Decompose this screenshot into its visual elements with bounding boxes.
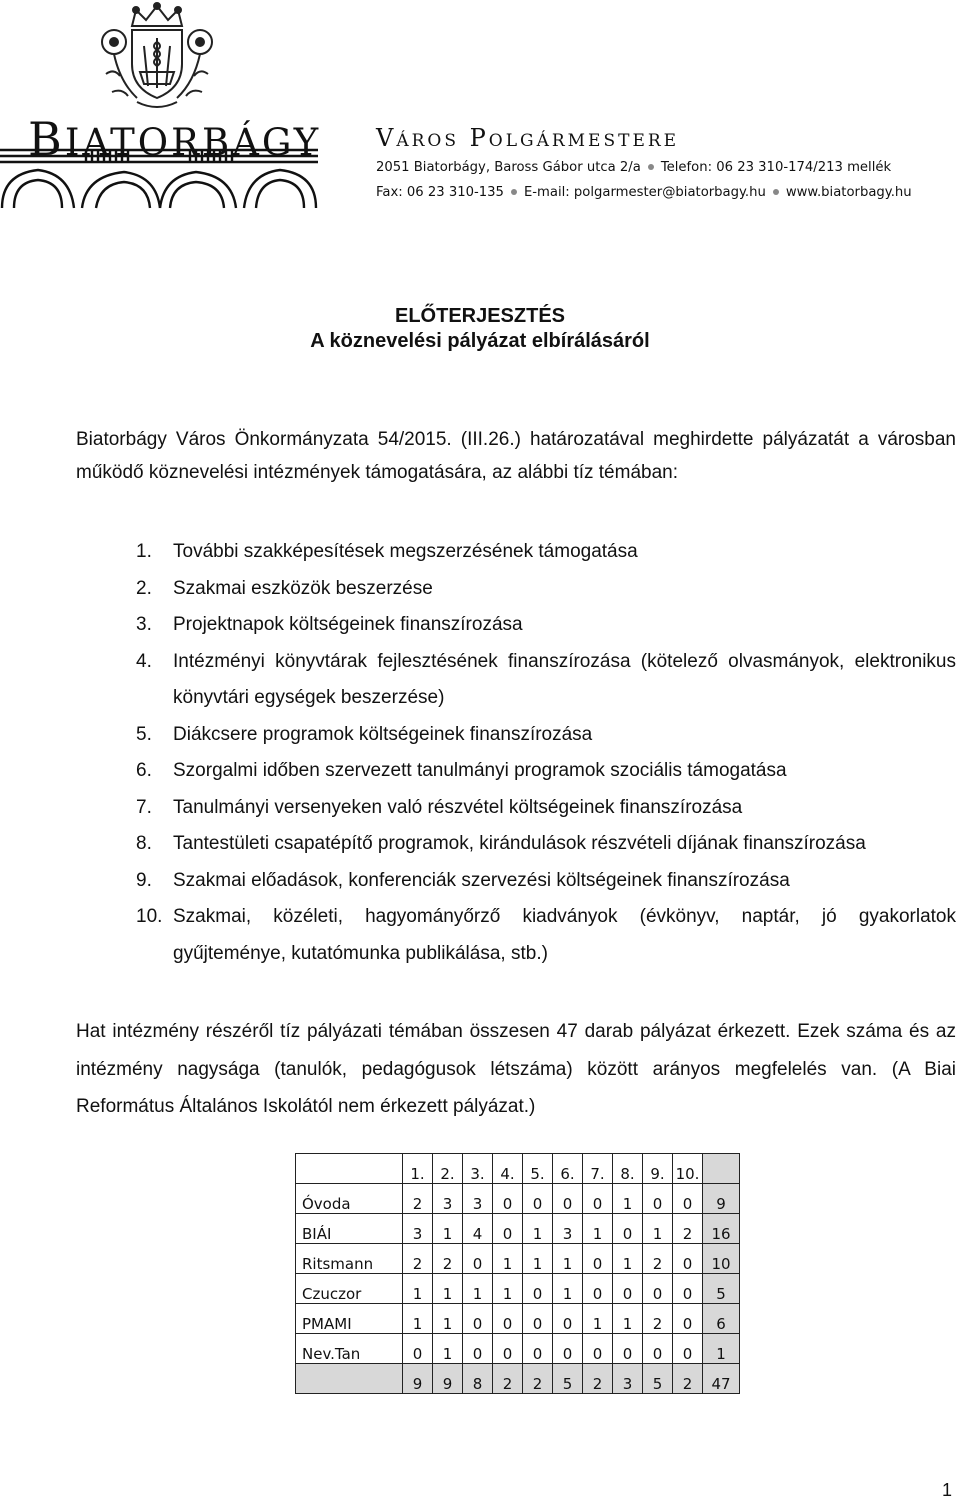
table-cell: 0 — [583, 1274, 613, 1304]
table-cell: 0 — [553, 1334, 583, 1364]
list-item — [136, 899, 956, 972]
table-cell: 0 — [643, 1334, 673, 1364]
list-item-number: 8. — [136, 833, 152, 854]
column-header: 10. — [673, 1154, 703, 1184]
table-row — [296, 1304, 740, 1334]
list-item-number: 7. — [136, 796, 152, 818]
table-cell: 1 — [613, 1184, 643, 1214]
list-item-number: 1. — [136, 541, 152, 562]
table-cell: 0 — [493, 1214, 523, 1244]
table-cell: 1 — [553, 1274, 583, 1304]
column-header: 7. — [583, 1154, 613, 1184]
table-cell: 0 — [583, 1184, 613, 1214]
column-total: 3 — [613, 1364, 643, 1394]
applications-table — [295, 1153, 740, 1394]
table-cell: 2 — [403, 1184, 433, 1214]
column-total: 8 — [463, 1364, 493, 1394]
list-item — [136, 826, 956, 863]
table-cell: 0 — [463, 1334, 493, 1364]
row-total: 1 — [703, 1334, 740, 1364]
table-cell: 0 — [673, 1334, 703, 1364]
list-item — [136, 607, 956, 644]
phone: Telefon: 06 23 310-174/213 mellék — [660, 160, 892, 175]
coat-of-arms-logo — [92, 2, 222, 114]
summary-paragraph: Hat intézmény részéről tíz pályázati témában összesen 47 darab pályázat érkezett. Ezek száma és az intézmény nagysága (tanulók, pedagógusok létszáma) között arányos megfelelés van. (A Biai Református Általános Iskolától nem érkezett pályázat.) — [76, 1021, 956, 1117]
grand-total: 47 — [703, 1364, 740, 1394]
table-cell: 1 — [523, 1244, 553, 1274]
table-cell: 1 — [463, 1274, 493, 1304]
table-corner-cell — [296, 1154, 403, 1184]
document-subtitle: A köznevelési pályázat elbírálásáról — [310, 330, 650, 352]
table-cell: 1 — [493, 1244, 523, 1274]
table-cell: 1 — [583, 1304, 613, 1334]
table-cell: 3 — [403, 1214, 433, 1244]
page-number: 1 — [942, 1480, 953, 1500]
list-item-number: 9. — [136, 869, 152, 891]
table-cell: 1 — [613, 1244, 643, 1274]
table-cell: 0 — [583, 1244, 613, 1274]
column-header: 3. — [463, 1154, 493, 1184]
table-cell: 1 — [433, 1274, 463, 1304]
institution-name: Óvoda — [296, 1184, 403, 1214]
table-cell: 0 — [493, 1184, 523, 1214]
table-cell: 0 — [553, 1184, 583, 1214]
list-item-text: Tanulmányi versenyeken való részvétel költségeinek finanszírozása — [173, 796, 743, 818]
table-cell: 4 — [463, 1214, 493, 1244]
table-cell: 0 — [673, 1244, 703, 1274]
list-item-text: Tantestületi csapatépítő programok, kirándulások részvételi díjának finanszírozása — [173, 833, 866, 854]
column-header: 6. — [553, 1154, 583, 1184]
list-item-text: További szakképesítések megszerzésének támogatása — [173, 541, 638, 562]
column-total: 5 — [553, 1364, 583, 1394]
table-cell: 0 — [493, 1334, 523, 1364]
table-header-row — [296, 1154, 740, 1184]
list-item-text: Szorgalmi időben szervezett tanulmányi programok szociális támogatása — [173, 760, 787, 781]
list-item-number: 5. — [136, 723, 152, 745]
list-item — [136, 863, 956, 900]
table-cell: 1 — [433, 1334, 463, 1364]
table-cell: 2 — [643, 1244, 673, 1274]
table-cell: 0 — [643, 1184, 673, 1214]
list-item-text: Diákcsere programok költségeinek finanszírozása — [173, 723, 593, 745]
table-cell: 1 — [643, 1214, 673, 1244]
table-cell: 1 — [403, 1274, 433, 1304]
column-header: 1. — [403, 1154, 433, 1184]
row-total: 10 — [703, 1244, 740, 1274]
topic-list — [136, 534, 956, 972]
table-cell: 0 — [613, 1334, 643, 1364]
contact-line-address — [376, 160, 891, 175]
column-total: 5 — [643, 1364, 673, 1394]
table-row — [296, 1244, 740, 1274]
column-header: 2. — [433, 1154, 463, 1184]
totals-label-cell — [296, 1364, 403, 1394]
email: E-mail: polgarmester@biatorbagy.hu — [523, 185, 766, 200]
institution-name: BIÁI — [296, 1214, 403, 1244]
table-cell: 3 — [463, 1184, 493, 1214]
town-name-logo: BIATORBÁGY — [28, 112, 322, 166]
bullet-icon — [773, 189, 779, 195]
intro-paragraph: Biatorbágy Város Önkormányzata 54/2015. (III.26.) határozatával meghirdette pályázatát a városban működő köznevelési intézmények támogatására, az alábbi tíz témában: — [76, 429, 956, 483]
list-item-number: 10. — [136, 906, 163, 927]
table-cell: 2 — [433, 1244, 463, 1274]
table-cell: 0 — [673, 1304, 703, 1334]
table-cell: 3 — [553, 1214, 583, 1244]
row-total: 9 — [703, 1184, 740, 1214]
table-row — [296, 1274, 740, 1304]
column-total: 2 — [673, 1364, 703, 1394]
list-item-text: Intézményi könyvtárak fejlesztésének finanszírozása (kötelező olvasmányok, elektronikus könyvtári egységek beszerzése) — [173, 650, 956, 708]
contact-line-fax — [376, 185, 912, 200]
column-total: 9 — [433, 1364, 463, 1394]
website: www.biatorbagy.hu — [785, 185, 912, 200]
table-cell: 0 — [523, 1334, 553, 1364]
table-cell: 1 — [433, 1304, 463, 1334]
table-row — [296, 1334, 740, 1364]
column-total: 2 — [523, 1364, 553, 1394]
list-item-number: 6. — [136, 760, 152, 781]
applications-table-body — [296, 1154, 740, 1394]
table-cell: 1 — [613, 1304, 643, 1334]
institution-name: PMAMI — [296, 1304, 403, 1334]
list-item — [136, 790, 956, 827]
list-item-text: Projektnapok költségeinek finanszírozása — [173, 614, 523, 635]
column-header: 4. — [493, 1154, 523, 1184]
bullet-icon — [511, 189, 517, 195]
institution-name: Czuczor — [296, 1274, 403, 1304]
table-cell: 0 — [463, 1304, 493, 1334]
table-cell: 1 — [403, 1304, 433, 1334]
table-cell: 0 — [613, 1214, 643, 1244]
table-cell: 0 — [523, 1304, 553, 1334]
row-total: 16 — [703, 1214, 740, 1244]
table-cell: 0 — [673, 1184, 703, 1214]
bridge-logo — [0, 148, 318, 210]
list-item — [136, 717, 956, 754]
table-cell: 0 — [613, 1274, 643, 1304]
list-item — [136, 534, 956, 571]
table-cell: 0 — [643, 1274, 673, 1304]
column-total: 2 — [493, 1364, 523, 1394]
list-item-number: 2. — [136, 577, 152, 599]
table-cell: 3 — [433, 1184, 463, 1214]
list-item-text: Szakmai, közéleti, hagyományőrző kiadványok (évkönyv, naptár, jó gyakorlatok gyűjteménye, kutatómunka publikálása, stb.) — [173, 906, 956, 964]
column-header: 9. — [643, 1154, 673, 1184]
table-cell: 0 — [493, 1304, 523, 1334]
table-cell: 0 — [673, 1274, 703, 1304]
table-cell: 0 — [523, 1274, 553, 1304]
table-cell: 0 — [403, 1334, 433, 1364]
institution-name: Ritsmann — [296, 1244, 403, 1274]
total-column-header — [703, 1154, 740, 1184]
bullet-icon — [648, 164, 654, 170]
list-item — [136, 753, 956, 790]
table-cell: 2 — [673, 1214, 703, 1244]
column-header: 8. — [613, 1154, 643, 1184]
fax: Fax: 06 23 310-135 — [376, 185, 504, 200]
totals-row — [296, 1364, 740, 1394]
row-total: 5 — [703, 1274, 740, 1304]
list-item — [136, 644, 956, 717]
table-cell: 0 — [463, 1244, 493, 1274]
table-cell: 1 — [553, 1244, 583, 1274]
table-cell: 0 — [583, 1334, 613, 1364]
column-total: 2 — [583, 1364, 613, 1394]
table-cell: 0 — [523, 1184, 553, 1214]
row-total: 6 — [703, 1304, 740, 1334]
table-row — [296, 1214, 740, 1244]
column-total: 9 — [403, 1364, 433, 1394]
list-item — [136, 571, 956, 608]
document-title: ELŐTERJESZTÉS — [394, 305, 566, 327]
table-cell: 2 — [403, 1244, 433, 1274]
table-cell: 0 — [553, 1304, 583, 1334]
table-row — [296, 1184, 740, 1214]
list-item-number: 3. — [136, 614, 152, 635]
office-title: Város Polgármestere — [376, 124, 680, 152]
institution-name: Nev.Tan — [296, 1334, 403, 1364]
table-cell: 2 — [643, 1304, 673, 1334]
table-cell: 1 — [433, 1214, 463, 1244]
list-item-text: Szakmai eszközök beszerzése — [173, 577, 433, 599]
table-cell: 1 — [523, 1214, 553, 1244]
list-item-text: Szakmai előadások, konferenciák szervezési költségeinek finanszírozása — [173, 869, 790, 891]
address: 2051 Biatorbágy, Baross Gábor utca 2/a — [376, 160, 641, 175]
table-cell: 1 — [583, 1214, 613, 1244]
column-header: 5. — [523, 1154, 553, 1184]
list-item-number: 4. — [136, 650, 152, 672]
table-cell: 1 — [493, 1274, 523, 1304]
